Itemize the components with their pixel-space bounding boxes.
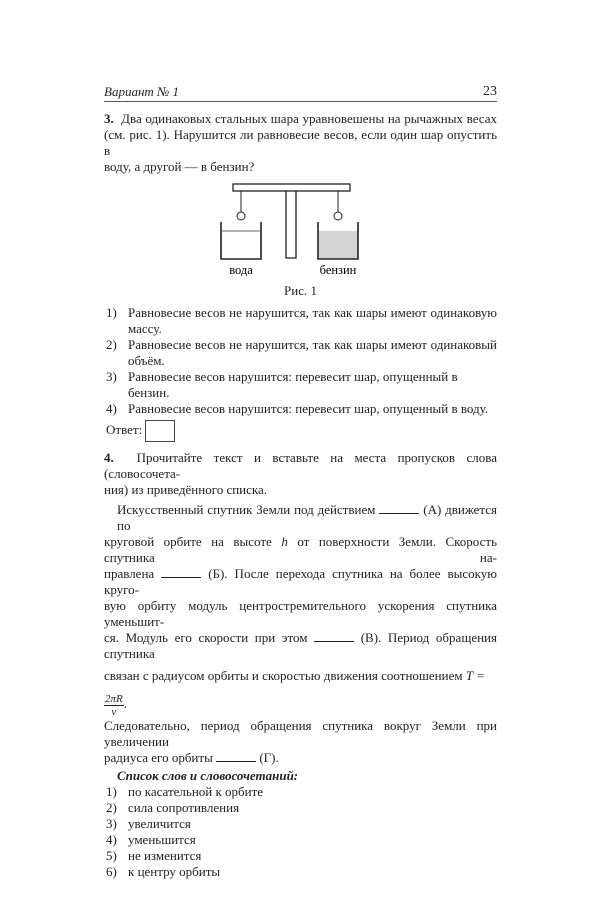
q3-line-1: 3. Два одинаковых стальных шара уравновешены на рычажных весах [104,111,497,126]
page-number: 23 [483,84,497,99]
gasoline-label: бензин [319,263,357,277]
blank-a [379,503,419,514]
left-ball [237,212,245,220]
para-line-6: связан с радиусом орбиты и скоростью движения соотношением T = $\frac{2\pi R}{v}$ . [104,668,485,718]
option-3: 3) Равновесие весов нарушится: перевесит шар, опущенный в бензин. [106,369,458,400]
word-item-1: 1) по касательной к орбите [106,784,264,800]
figure-caption: Рис. 1 [284,283,317,298]
figure-lever-scales [210,179,370,279]
text-column [104,84,497,880]
blank-c [314,631,354,642]
word-item-4: 4) уменьшится [106,832,196,848]
word-item-5: 5) не изменится [106,848,202,864]
para-line-4: вую орбиту модуль центростремительного ускорения спутника уменьшит- [104,598,497,630]
answer-label: Ответ: [106,422,143,437]
q4-intro-1: 4. Прочитайте текст и вставьте на места пропусков слова (словосочета- [104,450,498,482]
para-line-1: Искусственный спутник Земли под действием (А) движется по [117,502,498,534]
variant-title: Вариант № 1 [104,84,180,99]
para-line-8: радиуса его орбиты (Г). [104,750,279,766]
blank-b [161,567,201,578]
option-2-cont: объём. [128,353,165,368]
scale-stand [286,191,296,258]
answer-box[interactable] [145,420,175,442]
formula-lhs: T = [465,668,485,684]
water-label: вода [229,263,253,277]
para-line-2: круговой орбите на высоте h от поверхности Земли. Скорость спутника на- [104,534,498,566]
q4-intro-2: ния) из приведённого списка. [104,482,268,498]
running-header [104,84,497,102]
word-list-title: Список слов и словосочетаний: [117,768,299,784]
word-item-2: 2) сила сопротивления [106,800,240,816]
word-item-6: 6) к центру орбиты [106,864,221,880]
para-line-7: Следовательно, период обращения спутника вокруг Земли при увеличении [104,718,497,750]
right-ball [334,212,342,220]
answer-row [106,419,497,442]
para-line-5: ся. Модуль его скорости при этом (В). Период обращения спутника [104,630,497,662]
blank-d [216,751,256,762]
q3-line-2: (см. рис. 1). Нарушится ли равновесие весов, если один шар опустить в [104,127,497,158]
option-1-cont: массу. [128,321,162,336]
formula-fraction: $\frac{2\pi R}{v}$ [105,692,123,718]
q3-line-3: воду, а другой — в бензин? [104,159,255,174]
scale-beam [233,184,350,191]
word-item-3: 3) увеличится [106,816,191,832]
option-2: 2) Равновесие весов не нарушится, так как шары имеют одинаковый объём. [106,337,497,368]
gasoline-fill [318,231,358,259]
option-1: 1) Равновесие весов не нарушится, так как шары имеют одинаковую массу. [106,305,497,336]
water-beaker [221,222,261,259]
para-line-3: правлена (Б). После перехода спутника на более высокую круго- [104,566,497,598]
option-4: 4) Равновесие весов нарушится: перевесит шар, опущенный в воду. [106,401,489,416]
